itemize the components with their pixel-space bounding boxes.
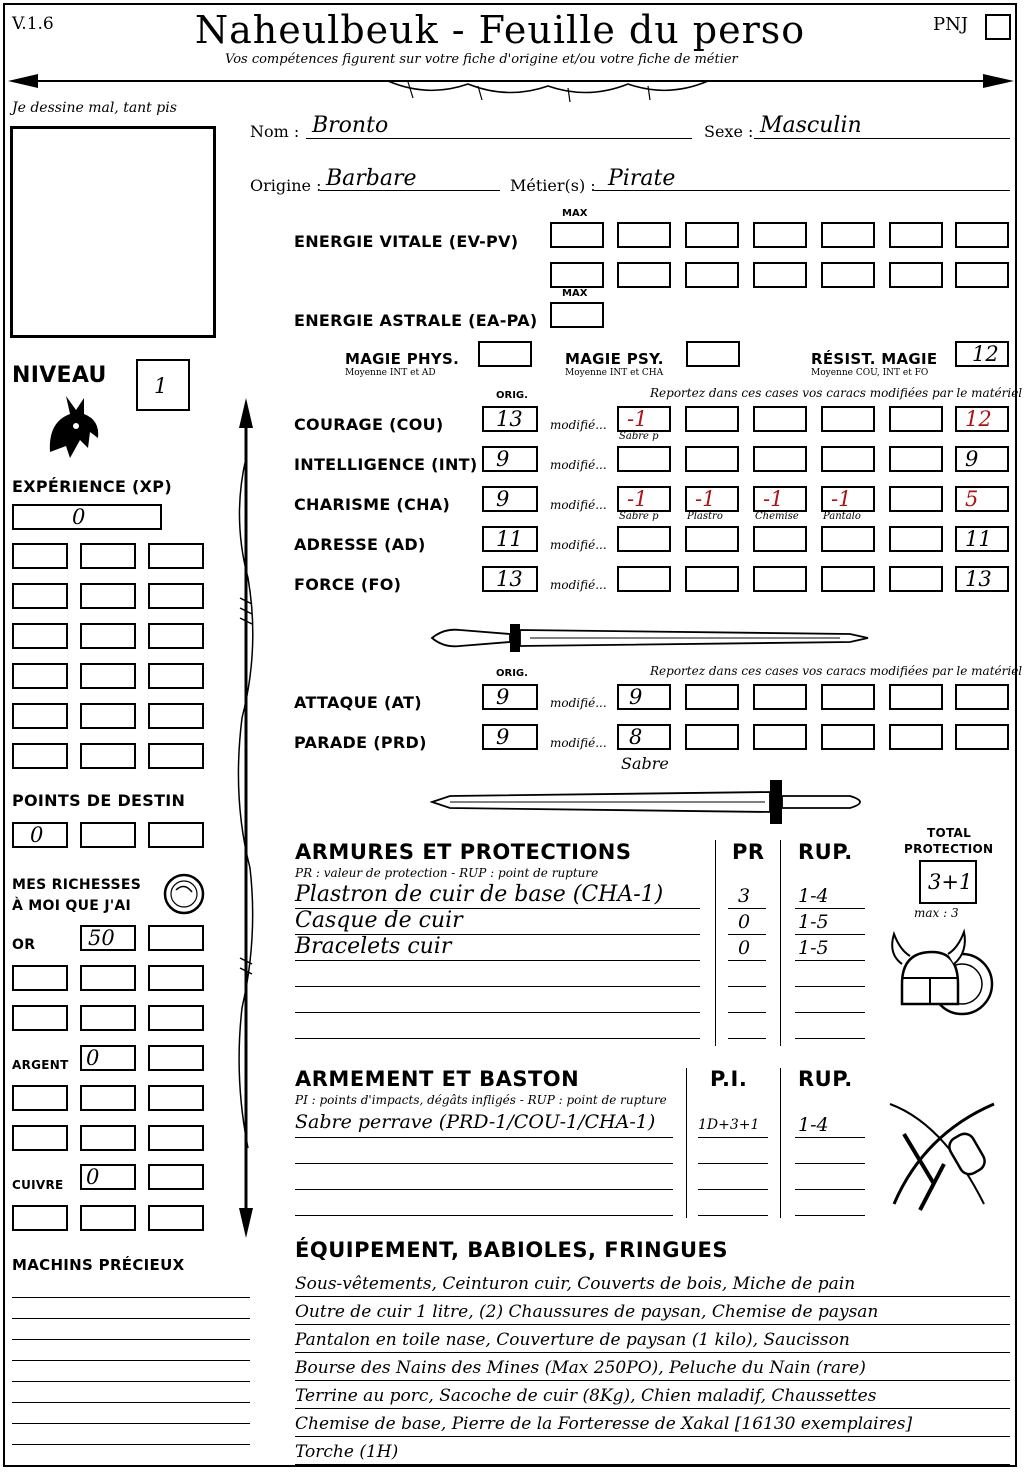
- ev-max-label: MAX: [562, 208, 588, 219]
- equipement-item: Chemise de base, Pierre de la Forteresse de Xakal [16130 exemplaires]: [295, 1414, 913, 1434]
- argent-value: 0: [86, 1046, 100, 1070]
- armement-divider-2: [780, 1068, 781, 1218]
- nom-label: Nom :: [250, 122, 300, 141]
- equipement-item: Terrine au porc, Sacoche de cuir (8Kg), Chien maladif, Chaussettes: [295, 1386, 877, 1406]
- combat-mod-box-prd-1[interactable]: [617, 724, 671, 750]
- armement-rup-line[interactable]: [795, 1137, 865, 1138]
- armures-divider-2: [780, 840, 781, 1046]
- ev2-box-4[interactable]: [821, 262, 875, 288]
- xp-cell-2-2[interactable]: [148, 623, 204, 649]
- metier-value[interactable]: Pirate: [608, 166, 676, 191]
- stat-orig-value-cou: 13: [496, 407, 523, 431]
- money-cell-2-0[interactable]: [12, 1085, 68, 1111]
- armement-rup-line[interactable]: [795, 1215, 865, 1216]
- combat-mod-box-at-1[interactable]: [617, 684, 671, 710]
- combat-orig-value-prd: 9: [496, 725, 510, 749]
- stat-mod-value-cou-6: 12: [965, 407, 992, 431]
- pnj-label: PNJ: [933, 14, 969, 35]
- xp-cell-1-0[interactable]: [12, 583, 68, 609]
- equipement-item: Outre de cuir 1 litre, (2) Chaussures de paysan, Chemise de paysan: [295, 1302, 879, 1322]
- equipement-line[interactable]: [295, 1352, 1010, 1353]
- combat-mod-box-at-5[interactable]: [889, 684, 943, 710]
- money-cell-4-0[interactable]: [12, 1205, 68, 1231]
- stat-mod-box-ad-5[interactable]: [889, 526, 943, 552]
- stat-mod-box-cha-5[interactable]: [889, 486, 943, 512]
- precieux-line[interactable]: [12, 1318, 250, 1319]
- armures-name-line[interactable]: [295, 986, 700, 987]
- ev-box-6[interactable]: [955, 222, 1009, 248]
- combat-mod-box-at-2[interactable]: [685, 684, 739, 710]
- armures-name-line[interactable]: [295, 1038, 700, 1039]
- armement-note: PI : points d'impacts, dégâts infligés - RUP : point de rupture: [295, 1093, 667, 1107]
- total-label-2: PROTECTION: [904, 842, 994, 856]
- money-cell-2-1[interactable]: [80, 1085, 136, 1111]
- money-cell-4-2[interactable]: [148, 1205, 204, 1231]
- armement-item-pi: 1D+3+1: [698, 1117, 760, 1133]
- coin-icon: [162, 872, 206, 916]
- equipement-line[interactable]: [295, 1296, 1010, 1297]
- stat-orig-value-cha: 9: [496, 487, 510, 511]
- stat-mod-box-fo-3[interactable]: [753, 566, 807, 592]
- ev-box-3[interactable]: [753, 222, 807, 248]
- page-subtitle: Vos compétences figurent sur votre fiche d'origine et/ou votre fiche de métier: [225, 52, 738, 67]
- stat-mod-value-cou-1: -1: [627, 407, 648, 431]
- armement-rup-line[interactable]: [795, 1163, 865, 1164]
- destin-box-2[interactable]: [80, 822, 136, 848]
- precieux-line[interactable]: [12, 1297, 250, 1298]
- sexe-label: Sexe :: [704, 122, 754, 141]
- dragon-icon: [40, 392, 106, 464]
- stat-modifie-label-ad: modifié...: [550, 538, 607, 552]
- ea-max-label: MAX: [562, 288, 588, 299]
- magie-phys-box[interactable]: [478, 341, 532, 367]
- precieux-line[interactable]: [12, 1339, 250, 1340]
- armures-title: ARMURES ET PROTECTIONS: [295, 840, 632, 864]
- ev2-box-0[interactable]: [550, 262, 604, 288]
- armures-item-pr: 3: [738, 885, 751, 907]
- xp-cell-3-2[interactable]: [148, 663, 204, 689]
- stat-modifie-label-cha: modifié...: [550, 498, 607, 512]
- stat-mod-box-fo-5[interactable]: [889, 566, 943, 592]
- stat-orig-value-fo: 13: [496, 567, 523, 591]
- armures-rup-line[interactable]: [795, 934, 865, 935]
- armement-name-line[interactable]: [295, 1189, 673, 1190]
- armures-item-rup: 1-5: [798, 937, 829, 959]
- magie-psy-note: Moyenne INT et CHA: [565, 368, 664, 378]
- stat-mod-box-int-3[interactable]: [753, 446, 807, 472]
- armures-divider-1: [715, 840, 716, 1046]
- xp-value: 0: [72, 505, 86, 529]
- stat-orig-box-int[interactable]: [482, 446, 538, 472]
- armures-name-line[interactable]: [295, 1012, 700, 1013]
- combat-mod-box-prd-5[interactable]: [889, 724, 943, 750]
- sword-icon: [430, 616, 870, 656]
- money-extra-1[interactable]: [148, 1164, 204, 1190]
- combat-report-note: Reportez dans ces cases vos caracs modifiées par le matériel: [650, 664, 1023, 678]
- weapons-icon: [884, 1094, 1008, 1216]
- combat-mod-box-prd-4[interactable]: [821, 724, 875, 750]
- ea-label: ENERGIE ASTRALE (EA-PA): [294, 311, 538, 330]
- xp-cell-4-0[interactable]: [12, 703, 68, 729]
- richesses-label-2: À MOI QUE J'AI: [12, 898, 132, 914]
- combat-mod-note-prd-1: Sabre: [621, 754, 669, 773]
- armures-rup-line[interactable]: [795, 1038, 865, 1039]
- stat-modifie-label-cou: modifié...: [550, 418, 607, 432]
- money-cell-0-1[interactable]: [80, 965, 136, 991]
- armures-note: PR : valeur de protection - RUP : point de rupture: [295, 866, 599, 880]
- xp-cell-0-2[interactable]: [148, 543, 204, 569]
- ev-box-1[interactable]: [617, 222, 671, 248]
- armures-item-rup: 1-5: [798, 911, 829, 933]
- combat-mod-box-prd-6[interactable]: [955, 724, 1009, 750]
- xp-cell-0-0[interactable]: [12, 543, 68, 569]
- magie-psy-label: MAGIE PSY.: [565, 350, 664, 368]
- armures-pr-line[interactable]: [728, 934, 766, 935]
- xp-cell-0-1[interactable]: [80, 543, 136, 569]
- ev-box-4[interactable]: [821, 222, 875, 248]
- stat-mod-box-fo-1[interactable]: [617, 566, 671, 592]
- armement-rup-line[interactable]: [795, 1189, 865, 1190]
- ev2-box-5[interactable]: [889, 262, 943, 288]
- pnj-checkbox[interactable]: [985, 14, 1011, 40]
- magie-phys-label: MAGIE PHYS.: [345, 350, 460, 368]
- stat-mod-box-fo-2[interactable]: [685, 566, 739, 592]
- sexe-value[interactable]: Masculin: [760, 113, 862, 138]
- destin-label: POINTS DE DESTIN: [12, 791, 186, 810]
- ev-max-box[interactable]: [550, 222, 604, 248]
- total-protection-value: 3+1: [928, 870, 973, 894]
- armures-item-pr: 0: [738, 911, 751, 933]
- origine-value[interactable]: Barbare: [326, 166, 417, 191]
- money-extra-0[interactable]: [148, 1045, 204, 1071]
- combat-orig-box-prd[interactable]: [482, 724, 538, 750]
- armures-item-name: Bracelets cuir: [295, 934, 452, 959]
- stats-report-note: Reportez dans ces cases vos caracs modifiées par le matériel: [650, 386, 1023, 400]
- magie-phys-note: Moyenne INT et AD: [345, 368, 436, 378]
- stat-mod-box-cha-6[interactable]: [955, 486, 1009, 512]
- combat-mod-box-prd-3[interactable]: [753, 724, 807, 750]
- stat-mod-note-cou-1: Sabre p: [619, 431, 659, 442]
- stat-mod-value-ad-6: 11: [965, 527, 992, 551]
- armures-item-pr: 0: [738, 937, 751, 959]
- stat-modifie-label-fo: modifié...: [550, 578, 607, 592]
- stat-mod-box-ad-4[interactable]: [821, 526, 875, 552]
- xp-cell-4-2[interactable]: [148, 703, 204, 729]
- armures-name-line[interactable]: [295, 960, 700, 961]
- xp-cell-3-0[interactable]: [12, 663, 68, 689]
- money-cell-2-2[interactable]: [148, 1085, 204, 1111]
- armement-pi-line[interactable]: [698, 1163, 768, 1164]
- stat-orig-box-cha[interactable]: [482, 486, 538, 512]
- equipement-line[interactable]: [295, 1380, 1010, 1381]
- or-box-2[interactable]: [148, 925, 204, 951]
- niveau-label: NIVEAU: [12, 363, 107, 388]
- stat-mod-value-cha-3: -1: [763, 487, 784, 511]
- stat-mod-box-cou-4[interactable]: [821, 406, 875, 432]
- armement-divider-1: [686, 1068, 687, 1218]
- version-label: V.1.6: [12, 14, 54, 34]
- nom-value[interactable]: Bronto: [312, 113, 389, 138]
- armement-item-name: Sabre perrave (PRD-1/COU-1/CHA-1): [295, 1111, 656, 1133]
- portrait-caption: Je dessine mal, tant pis: [12, 100, 177, 116]
- armures-item-name: Casque de cuir: [295, 908, 463, 933]
- or-value: 50: [88, 926, 115, 950]
- precieux-line[interactable]: [12, 1381, 250, 1382]
- stat-mod-box-ad-2[interactable]: [685, 526, 739, 552]
- precieux-line[interactable]: [12, 1423, 250, 1424]
- combat-label-at: ATTAQUE (AT): [294, 693, 422, 712]
- ev-box-2[interactable]: [685, 222, 739, 248]
- precieux-line[interactable]: [12, 1360, 250, 1361]
- armures-rup-line[interactable]: [795, 986, 865, 987]
- money-cell-1-2[interactable]: [148, 1005, 204, 1031]
- equipement-item: Pantalon en toile nase, Couverture de paysan (1 kilo), Saucisson: [295, 1330, 850, 1350]
- equipement-line[interactable]: [295, 1436, 1010, 1437]
- money-cell-0-0[interactable]: [12, 965, 68, 991]
- xp-cell-5-1[interactable]: [80, 743, 136, 769]
- origine-label: Origine :: [250, 176, 322, 195]
- stat-mod-value-cha-4: -1: [831, 487, 852, 511]
- stat-orig-value-int: 9: [496, 447, 510, 471]
- armures-item-name: Plastron de cuir de base (CHA-1): [295, 882, 664, 907]
- armement-pi-line[interactable]: [698, 1137, 768, 1138]
- equipement-line[interactable]: [295, 1464, 1010, 1465]
- armement-pi-label: P.I.: [710, 1067, 748, 1091]
- armement-name-line[interactable]: [295, 1137, 673, 1138]
- combat-mod-box-prd-2[interactable]: [685, 724, 739, 750]
- total-max-note: max : 3: [914, 906, 959, 920]
- armures-pr-line[interactable]: [728, 1038, 766, 1039]
- money-cell-0-2[interactable]: [148, 965, 204, 991]
- armures-item-rup: 1-4: [798, 885, 829, 907]
- armement-item-rup: 1-4: [798, 1114, 829, 1136]
- resist-magie-value: 12: [972, 342, 999, 366]
- stat-mod-box-cou-3[interactable]: [753, 406, 807, 432]
- stat-mod-note-cha-3: Chemise: [755, 511, 799, 522]
- stat-mod-box-int-1[interactable]: [617, 446, 671, 472]
- combat-mod-value-prd-1: 8: [629, 725, 643, 749]
- stat-mod-box-fo-4[interactable]: [821, 566, 875, 592]
- stat-label-cha: CHARISME (CHA): [294, 495, 451, 514]
- stat-mod-note-cha-1: Sabre p: [619, 511, 659, 522]
- resist-magie-label: RÉSIST. MAGIE: [811, 350, 938, 368]
- stat-mod-note-cha-4: Pantalo: [823, 511, 861, 522]
- equipement-line[interactable]: [295, 1324, 1010, 1325]
- stat-label-cou: COURAGE (COU): [294, 415, 444, 434]
- xp-box[interactable]: [12, 504, 162, 530]
- metier-label: Métier(s) :: [510, 176, 596, 195]
- precieux-label: MACHINS PRÉCIEUX: [12, 1256, 185, 1274]
- total-label-1: TOTAL: [927, 826, 972, 840]
- combat-modifie-label-at: modifié...: [550, 696, 607, 710]
- precieux-line[interactable]: [12, 1444, 250, 1445]
- stat-orig-value-ad: 11: [496, 527, 523, 551]
- combat-orig-value-at: 9: [496, 685, 510, 709]
- money-cell-1-1[interactable]: [80, 1005, 136, 1031]
- stat-label-fo: FORCE (FO): [294, 575, 402, 594]
- armures-pr-label: PR: [732, 840, 765, 864]
- ev2-box-3[interactable]: [753, 262, 807, 288]
- stat-mod-box-int-2[interactable]: [685, 446, 739, 472]
- cuivre-label: CUIVRE: [12, 1178, 64, 1192]
- stat-modifie-label-int: modifié...: [550, 458, 607, 472]
- combat-mod-box-at-3[interactable]: [753, 684, 807, 710]
- equipement-item: Bourse des Nains des Mines (Max 250PO), Peluche du Nain (rare): [295, 1358, 866, 1378]
- armures-pr-line[interactable]: [728, 986, 766, 987]
- combat-orig-box-at[interactable]: [482, 684, 538, 710]
- stat-mod-box-int-4[interactable]: [821, 446, 875, 472]
- stat-mod-box-int-6[interactable]: [955, 446, 1009, 472]
- equipement-item: Sous-vêtements, Ceinturon cuir, Couverts de bois, Miche de pain: [295, 1274, 856, 1294]
- armement-rup-label: RUP.: [798, 1067, 853, 1091]
- xp-label: EXPÉRIENCE (XP): [12, 477, 172, 496]
- money-cell-3-2[interactable]: [148, 1125, 204, 1151]
- vertical-spear-icon: [226, 398, 266, 1238]
- ev2-box-1[interactable]: [617, 262, 671, 288]
- armures-rup-label: RUP.: [798, 840, 853, 864]
- armement-name-line[interactable]: [295, 1215, 673, 1216]
- xp-cell-5-2[interactable]: [148, 743, 204, 769]
- stat-mod-value-cha-1: -1: [627, 487, 648, 511]
- stat-mod-note-cha-2: Plastro: [687, 511, 723, 522]
- armures-rup-line[interactable]: [795, 960, 865, 961]
- stat-label-int: INTELLIGENCE (INT): [294, 455, 478, 474]
- ev-label: ENERGIE VITALE (EV-PV): [294, 232, 519, 251]
- xp-cell-3-1[interactable]: [80, 663, 136, 689]
- xp-cell-5-0[interactable]: [12, 743, 68, 769]
- armement-title: ARMEMENT ET BASTON: [295, 1067, 580, 1091]
- stats-orig-label: ORIG.: [496, 390, 528, 401]
- nom-line: [306, 138, 692, 139]
- money-cell-4-1[interactable]: [80, 1205, 136, 1231]
- xp-cell-4-1[interactable]: [80, 703, 136, 729]
- stat-mod-value-fo-6: 13: [965, 567, 992, 591]
- combat-label-prd: PARADE (PRD): [294, 733, 427, 752]
- armement-pi-line[interactable]: [698, 1215, 768, 1216]
- stat-mod-value-cha-6: 5: [965, 487, 979, 511]
- armement-pi-line[interactable]: [698, 1189, 768, 1190]
- armement-name-line[interactable]: [295, 1163, 673, 1164]
- armures-pr-line[interactable]: [728, 960, 766, 961]
- money-cell-1-0[interactable]: [12, 1005, 68, 1031]
- ea-box-0[interactable]: [550, 302, 604, 328]
- combat-mod-box-at-4[interactable]: [821, 684, 875, 710]
- xp-cell-1-2[interactable]: [148, 583, 204, 609]
- argent-label: ARGENT: [12, 1058, 69, 1072]
- niveau-value: 1: [154, 374, 168, 398]
- money-cell-3-1[interactable]: [80, 1125, 136, 1151]
- helmet-shield-icon: [888, 924, 998, 1034]
- money-cell-3-0[interactable]: [12, 1125, 68, 1151]
- armures-pr-line[interactable]: [728, 908, 766, 909]
- equipement-line[interactable]: [295, 1408, 1010, 1409]
- ev-box-5[interactable]: [889, 222, 943, 248]
- xp-cell-1-1[interactable]: [80, 583, 136, 609]
- equipement-title: ÉQUIPEMENT, BABIOLES, FRINGUES: [295, 1238, 728, 1262]
- precieux-line[interactable]: [12, 1402, 250, 1403]
- stat-mod-box-cou-5[interactable]: [889, 406, 943, 432]
- armures-pr-line[interactable]: [728, 1012, 766, 1013]
- combat-modifie-label-prd: modifié...: [550, 736, 607, 750]
- xp-cell-2-0[interactable]: [12, 623, 68, 649]
- stat-label-ad: ADRESSE (AD): [294, 535, 426, 554]
- stat-mod-box-ad-1[interactable]: [617, 526, 671, 552]
- combat-orig-label: ORIG.: [496, 668, 528, 679]
- stat-mod-value-cha-2: -1: [695, 487, 716, 511]
- sword-icon-2: [430, 778, 872, 828]
- combat-mod-value-at-1: 9: [629, 685, 643, 709]
- or-label: OR: [12, 937, 36, 953]
- armures-rup-line[interactable]: [795, 908, 865, 909]
- page-title: Naheulbeuk - Feuille du perso: [194, 8, 806, 52]
- destin-value: 0: [30, 823, 44, 847]
- resist-magie-note: Moyenne COU, INT et FO: [811, 368, 929, 378]
- stat-mod-box-ad-3[interactable]: [753, 526, 807, 552]
- ev2-box-6[interactable]: [955, 262, 1009, 288]
- stat-mod-box-cou-2[interactable]: [685, 406, 739, 432]
- sexe-line: [754, 138, 1010, 139]
- stat-mod-box-int-5[interactable]: [889, 446, 943, 472]
- equipement-item: Torche (1H): [295, 1442, 399, 1462]
- destin-box-3[interactable]: [148, 822, 204, 848]
- cuivre-value: 0: [86, 1165, 100, 1189]
- armures-rup-line[interactable]: [795, 1012, 865, 1013]
- portrait-box[interactable]: [10, 126, 216, 338]
- magie-psy-box[interactable]: [686, 341, 740, 367]
- richesses-label-1: MES RICHESSES: [12, 877, 142, 893]
- xp-cell-2-1[interactable]: [80, 623, 136, 649]
- combat-mod-box-at-6[interactable]: [955, 684, 1009, 710]
- stat-mod-value-int-6: 9: [965, 447, 979, 471]
- ev2-box-2[interactable]: [685, 262, 739, 288]
